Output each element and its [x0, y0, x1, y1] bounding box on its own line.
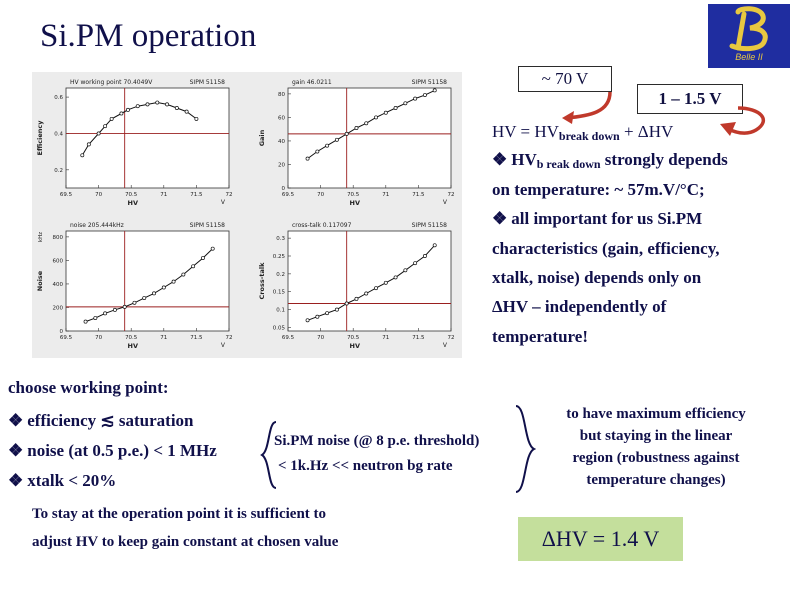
plot-frame — [288, 88, 451, 188]
noise-threshold-note: Si.PM noise (@ 8 p.e. threshold) — [274, 433, 480, 449]
plot-1 — [36, 79, 233, 207]
y-tick-label: 0 — [59, 329, 63, 335]
x-tick-label: 71.5 — [412, 192, 425, 198]
data-point — [182, 273, 185, 276]
y-tick-label: 0 — [281, 186, 285, 192]
y-tick-label: 0.1 — [276, 307, 285, 314]
plot-header-left: cross-talk 0.117097 — [292, 222, 352, 229]
x-tick-label: 70 — [95, 192, 103, 198]
x-tick-label: 72 — [447, 335, 455, 341]
data-point — [404, 102, 407, 105]
y-tick-label: 20 — [278, 162, 285, 169]
x-tick-label: 70 — [317, 192, 325, 198]
y-axis-label: Efficiency — [36, 120, 44, 156]
plot-header-right: SIPM 51158 — [189, 222, 225, 229]
result-box — [518, 517, 683, 561]
x-tick-label: 72 — [447, 192, 455, 198]
data-point — [433, 89, 436, 92]
criterion-noise — [8, 441, 217, 461]
data-point — [126, 108, 129, 111]
data-point — [195, 117, 198, 120]
choose-heading: choose working point: — [8, 378, 169, 397]
data-point — [185, 110, 188, 113]
diamond-bullet-icon: ❖ — [492, 150, 508, 169]
y-tick-label: 200 — [52, 305, 63, 312]
y-tick-label: 400 — [52, 281, 63, 288]
text-line-8: temperature! — [492, 327, 588, 346]
data-point — [104, 125, 107, 128]
data-point — [374, 116, 377, 119]
data-point — [123, 305, 126, 308]
y-tick-label: 800 — [52, 234, 63, 241]
formula-sub: break down — [558, 129, 620, 143]
callout-overvoltage: 1 – 1.5 V — [637, 84, 743, 114]
arrow-right-head — [720, 122, 736, 136]
x-tick-label: 70 — [317, 335, 325, 341]
plot-frame — [66, 231, 229, 331]
x-tick-label: 71 — [382, 335, 390, 341]
data-point — [81, 154, 84, 157]
y-tick-label: 0.4 — [54, 131, 63, 138]
y-tick-label: 0.6 — [54, 95, 63, 102]
text-line-4 — [492, 209, 702, 229]
x-axis-label: HV — [349, 342, 360, 350]
data-point — [211, 247, 214, 250]
data-point — [414, 97, 417, 100]
criterion-efficiency — [8, 411, 194, 431]
x-tick-label: 71 — [160, 192, 168, 198]
criterion-noise-text: noise (at 0.5 p.e.) < 1 MHz — [27, 441, 217, 460]
x-tick-label: 71.5 — [190, 192, 203, 198]
diamond-bullet-icon: ❖ — [8, 441, 24, 460]
data-point — [335, 308, 338, 311]
data-point — [423, 254, 426, 257]
data-point — [365, 122, 368, 125]
y-tick-label: 0.3 — [276, 236, 285, 243]
data-point — [175, 106, 178, 109]
y-unit-label: kHz — [38, 231, 44, 243]
reason-line-1: to have maximum efficiency — [566, 406, 746, 422]
y-tick-label: 60 — [278, 115, 285, 122]
data-point — [414, 262, 417, 265]
data-point — [306, 319, 309, 322]
reason-line-3: region (robustness against — [572, 450, 740, 466]
plot-3 — [36, 222, 233, 350]
line4-text: all important for us Si.PM — [511, 209, 703, 228]
y-tick-label: 0.2 — [276, 271, 285, 278]
data-point — [104, 312, 107, 315]
x-axis-label: HV — [127, 199, 138, 207]
data-point — [113, 308, 116, 311]
data-point — [326, 144, 329, 147]
x-unit-label: V — [442, 199, 447, 206]
data-point — [404, 269, 407, 272]
belle-ii-logo — [708, 4, 790, 68]
x-unit-label: V — [220, 199, 225, 206]
x-tick-label: 70.5 — [125, 335, 138, 341]
plot-header-right: SIPM 51158 — [189, 79, 225, 86]
plot-header-right: SIPM 51158 — [411, 222, 447, 229]
data-point — [433, 244, 436, 247]
criterion-xtalk-text: xtalk < 20% — [27, 471, 117, 490]
data-point — [394, 276, 397, 279]
data-point — [172, 280, 175, 283]
data-point — [156, 101, 159, 104]
plot-header-right: SIPM 51158 — [411, 79, 447, 86]
data-point — [143, 296, 146, 299]
callout-breakdown: ~ 70 V — [518, 66, 612, 92]
reason-line-4: temperature changes) — [586, 472, 726, 488]
x-tick-label: 71.5 — [412, 335, 425, 341]
x-tick-label: 69.5 — [281, 335, 295, 341]
data-point — [374, 287, 377, 290]
data-point — [306, 157, 309, 160]
criterion-efficiency-text: efficiency ≲ saturation — [27, 411, 194, 430]
plot-frame — [288, 231, 451, 331]
plot-4 — [258, 222, 455, 350]
x-tick-label: 69.5 — [59, 335, 73, 341]
text-line-7: ΔHV – independently of — [492, 297, 667, 316]
plot-header-left: gain 46.0211 — [292, 79, 332, 86]
data-point — [110, 117, 113, 120]
slide-title: Si.PM operation — [40, 18, 257, 54]
bottom-note-2: adjust HV to keep gain constant at chosen value — [32, 534, 339, 550]
x-tick-label: 70 — [95, 335, 103, 341]
line2-b: strongly depends — [600, 150, 728, 169]
data-point — [97, 132, 100, 135]
plot-header-left: HV working point 70.4049V — [70, 79, 153, 86]
data-point — [133, 301, 136, 304]
data-point — [165, 103, 168, 106]
y-tick-label: 0.25 — [272, 254, 285, 260]
formula — [492, 122, 673, 144]
data-point — [152, 292, 155, 295]
data-point — [423, 93, 426, 96]
data-point — [326, 312, 329, 315]
data-point — [120, 112, 123, 115]
formula-main: HV = HV — [492, 122, 559, 141]
diamond-bullet-icon: ❖ — [8, 411, 24, 430]
data-point — [136, 105, 139, 108]
x-tick-label: 72 — [225, 335, 233, 341]
x-tick-label: 72 — [225, 192, 233, 198]
reason-line-2: but staying in the linear — [579, 428, 733, 444]
x-tick-label: 70.5 — [347, 192, 360, 198]
diamond-bullet-icon: ❖ — [492, 209, 508, 228]
y-tick-label: 600 — [52, 258, 63, 265]
right-brace-icon — [514, 404, 536, 494]
data-point — [355, 297, 358, 300]
data-point — [146, 103, 149, 106]
criterion-xtalk — [8, 471, 116, 491]
data-point — [384, 111, 387, 114]
neutron-bg-note: < 1k.Hz << neutron bg rate — [278, 458, 453, 474]
b-letter-icon — [708, 4, 790, 56]
x-tick-label: 70.5 — [125, 192, 138, 198]
x-tick-label: 71 — [382, 192, 390, 198]
line2-a: HV — [511, 150, 537, 169]
text-line-5: characteristics (gain, efficiency, — [492, 239, 720, 258]
diamond-bullet-icon: ❖ — [8, 471, 24, 490]
y-tick-label: 40 — [278, 138, 285, 145]
data-point — [394, 106, 397, 109]
text-line-2 — [492, 150, 728, 172]
data-point — [345, 302, 348, 305]
x-tick-label: 69.5 — [59, 192, 73, 198]
data-point — [94, 316, 97, 319]
data-point — [335, 138, 338, 141]
y-axis-label: Noise — [36, 270, 44, 292]
data-point — [316, 150, 319, 153]
logo-text: Belle II — [735, 52, 763, 62]
result-text: ΔHV = 1.4 V — [541, 526, 660, 551]
x-axis-label: HV — [127, 342, 138, 350]
plot-2 — [258, 79, 455, 207]
x-unit-label: V — [442, 342, 447, 349]
x-tick-label: 69.5 — [281, 192, 295, 198]
data-point — [345, 132, 348, 135]
data-point — [201, 256, 204, 259]
left-brace-icon — [258, 420, 278, 490]
x-unit-label: V — [220, 342, 225, 349]
data-point — [355, 126, 358, 129]
data-point — [84, 320, 87, 323]
text-line-3: on temperature: ~ 57m.V/°C; — [492, 180, 705, 199]
data-point — [384, 281, 387, 284]
data-point — [192, 265, 195, 268]
x-tick-label: 71.5 — [190, 335, 203, 341]
y-tick-label: 0.15 — [272, 289, 285, 296]
y-tick-label: 0.05 — [272, 325, 285, 332]
x-tick-label: 71 — [160, 335, 168, 341]
text-line-6: xtalk, noise) depends only on — [492, 268, 702, 287]
formula-tail: + ΔHV — [619, 122, 674, 141]
line2-sub: b reak down — [536, 157, 601, 171]
data-point — [365, 292, 368, 295]
plots-panel — [32, 72, 462, 358]
bottom-note-1: To stay at the operation point it is sufficient to — [32, 506, 327, 522]
data-point — [162, 286, 165, 289]
y-axis-label: Cross-talk — [258, 262, 266, 300]
x-tick-label: 70.5 — [347, 335, 360, 341]
plot-header-left: noise 205.444kHz — [70, 222, 124, 229]
data-point — [87, 143, 90, 146]
y-tick-label: 80 — [278, 91, 285, 98]
x-axis-label: HV — [349, 199, 360, 207]
y-axis-label: Gain — [258, 129, 266, 147]
data-point — [316, 315, 319, 318]
y-tick-label: 0.2 — [54, 167, 63, 174]
